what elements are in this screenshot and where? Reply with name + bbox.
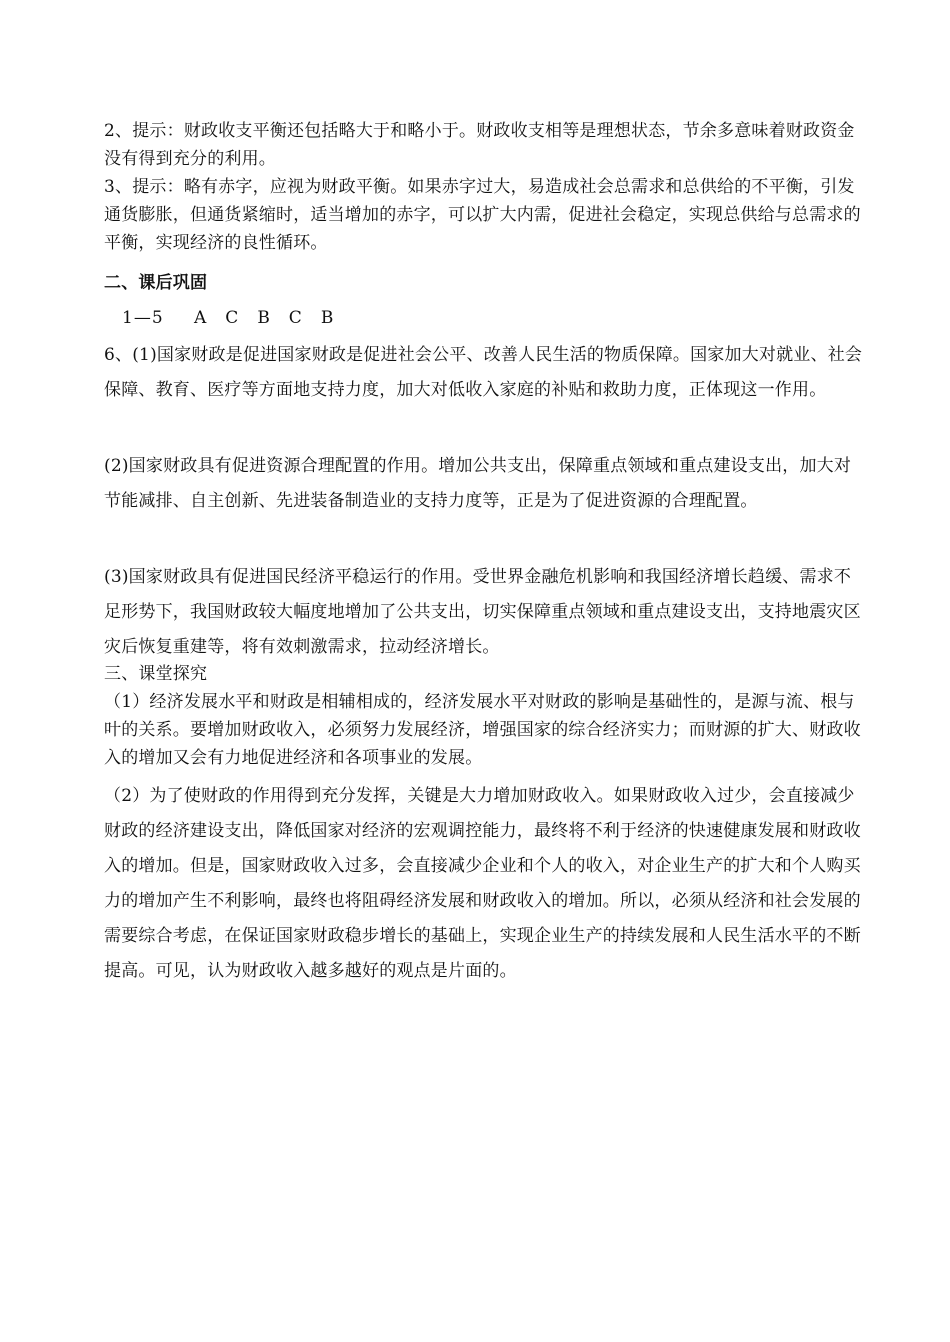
question-6-part-3: (3)国家财政具有促进国民经济平稳运行的作用。受世界金融危机影响和我国经济增长趋缓、需求不足形势下，我国财政较大幅度地增加了公共支出，切实保障重点领域和重点建设支出，支持地震灾区灾后恢复重建等，将有效刺激需求，拉动经济增长。 [104,567,861,657]
section-2-heading: 二、课后巩固 [104,273,208,293]
hint-3-paragraph: 3、提示：略有赤字，应视为财政平衡。如果赤字过大，易造成社会总需求和总供给的不平衡，引发通货膨胀，但通货紧缩时，适当增加的赤字，可以扩大内需，促进社会稳定，实现总供给与总需求的平衡，实现经济的良性循环。 [104,177,861,253]
explore-2-paragraph: （2）为了使财政的作用得到充分发挥，关键是大力增加财政收入。如果财政收入过少，会直接减少财政的经济建设支出，降低国家对经济的宏观调控能力，最终将不利于经济的快速健康发展和财政收入的增加。但是，国家财政收入过多，会直接减少企业和个人的收入，对企业生产的扩大和个人购买力的增加产生不利影响，最终也将阻碍经济发展和财政收入的增加。所以，必须从经济和社会发展的需要综合考虑，在保证国家财政稳步增长的基础上，实现企业生产的持续发展和人民生活水平的不断提高。可见，认为财政收入越多越好的观点是片面的。 [104,786,861,981]
hint-2-paragraph: 2、提示：财政收支平衡还包括略大于和略小于。财政收支相等是理想状态，节余多意味着财政资金没有得到充分的利用。 [104,121,855,169]
question-6-part-2: (2)国家财政具有促进资源合理配置的作用。增加公共支出，保障重点领域和重点建设支出，加大对节能减排、自主创新、先进装备制造业的支持力度等，正是为了促进资源的合理配置。 [104,456,852,511]
explore-1-paragraph: （1）经济发展水平和财政是相辅相成的，经济发展水平对财政的影响是基础性的，是源与流、根与叶的关系。要增加财政收入，必须努力发展经济，增强国家的综合经济实力；而财源的扩大、财政收入的增加又会有力地促进经济和各项事业的发展。 [104,692,861,768]
question-6-part-1: 6、(1)国家财政是促进国家财政是促进社会公平、改善人民生活的物质保障。国家加大对就业、社会保障、教育、医疗等方面地支持力度，加大对低收入家庭的补贴和救助力度，正体现这一作用。 [104,345,863,400]
section-3-heading: 三、课堂探究 [104,664,208,684]
answers-1-5: 1—5 A C B C B [122,308,335,328]
